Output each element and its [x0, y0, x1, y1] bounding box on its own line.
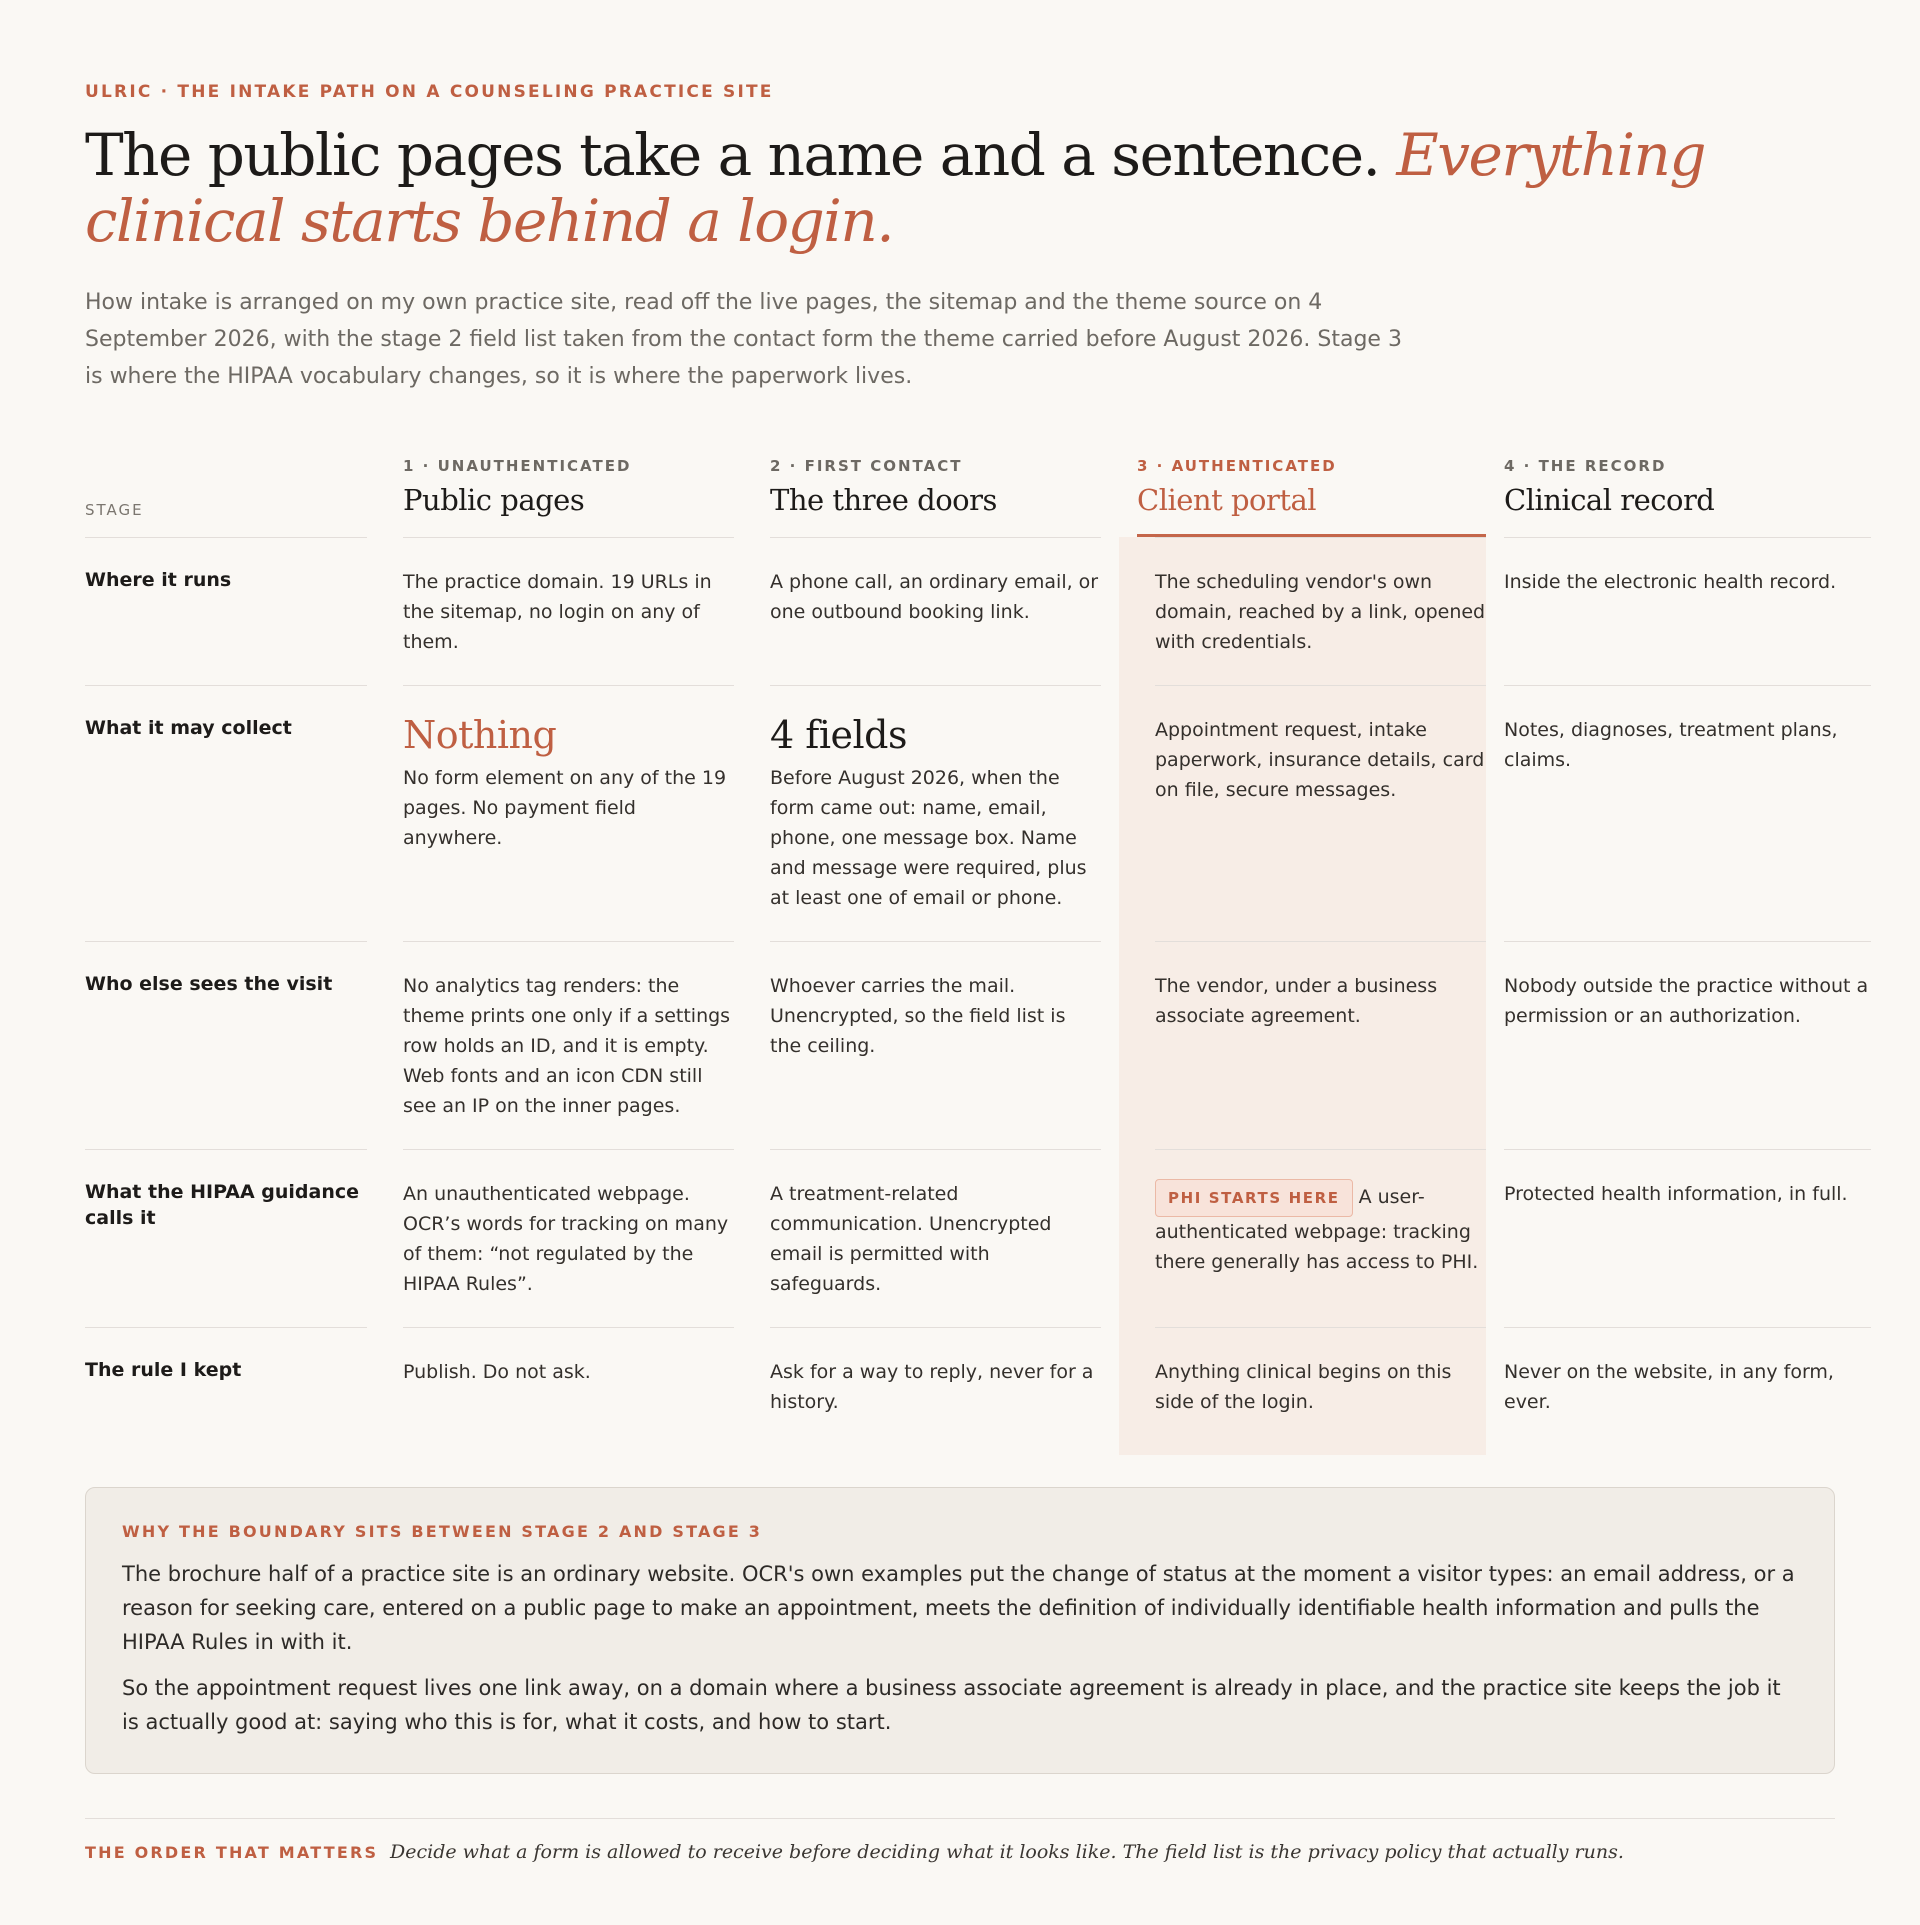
eyebrow: ULRIC · THE INTAKE PATH ON A COUNSELING PRACTICE SITE — [85, 82, 774, 102]
table-cell: Nobody outside the practice without a permission or an authorization. — [1504, 941, 1871, 1059]
footer-label: THE ORDER THAT MATTERS — [85, 1843, 379, 1862]
page-title — [85, 122, 1835, 254]
collect-headline: 4 fields — [770, 713, 907, 757]
table-cell: The practice domain. 19 URLs in the sitemap, no login on any of them. — [403, 537, 734, 685]
column-head-2 — [770, 447, 1101, 537]
table-cell: Notes, diagnoses, treatment plans, claims. — [1504, 685, 1871, 803]
headline-accent: Everything clinical starts behind a login. — [85, 121, 1706, 255]
footer — [85, 1818, 1835, 1863]
table-cell: Protected health information, in full. — [1504, 1149, 1871, 1237]
column-title: The three doors — [770, 483, 997, 517]
column-head-1 — [403, 447, 734, 537]
table-row — [85, 941, 1871, 1149]
table-cell: Never on the website, in any form, ever. — [1504, 1327, 1871, 1445]
table-row — [85, 685, 1871, 941]
callout-title: WHY THE BOUNDARY SITS BETWEEN STAGE 2 AND STAGE 3 — [122, 1522, 763, 1541]
row-label: The rule I kept — [85, 1327, 367, 1411]
table-row — [85, 1327, 1871, 1445]
footer-text: Decide what a form is allowed to receive before deciding what it looks like. The field list is the privacy policy that actually runs. — [390, 1841, 1624, 1863]
table-cell: A phone call, an ordinary email, or one outbound booking link. — [770, 537, 1101, 655]
table-cell: Anything clinical begins on this side of the login. — [1155, 1327, 1486, 1445]
stage-table — [85, 447, 1871, 1445]
table-cell: No analytics tag renders: the theme prints one only if a settings row holds an ID, and it is empty. Web fonts and an icon CDN still see an IP on the inner pages. — [403, 941, 734, 1149]
cell-text: No form element on any of the 19 pages. No payment field anywhere. — [403, 767, 727, 849]
column-kicker: 4 · THE RECORD — [1504, 457, 1667, 475]
phi-badge: PHI STARTS HERE — [1155, 1179, 1353, 1217]
table-row — [85, 537, 1871, 685]
table-cell: A treatment-related communication. Unencrypted email is permitted with safeguards. — [770, 1149, 1101, 1327]
table-cell: The vendor, under a business associate agreement. — [1155, 941, 1486, 1059]
column-title: Public pages — [403, 483, 585, 517]
row-label: What the HIPAA guidance calls it — [85, 1149, 367, 1259]
boundary-callout — [85, 1487, 1835, 1774]
headline-plain: The public pages take a name and a sentence. — [85, 121, 1380, 189]
collect-headline: Nothing — [403, 713, 557, 757]
header-row — [85, 447, 1871, 537]
callout-paragraph: So the appointment request lives one link away, on a domain where a business associate agreement is already in place, and the practice site keeps the job it is actually good at: saying who this is for, what it costs, and how to start. — [122, 1676, 1781, 1734]
column-title: Client portal — [1137, 483, 1317, 517]
row-label: Where it runs — [85, 537, 367, 621]
table-cell: Ask for a way to reply, never for a history. — [770, 1327, 1101, 1445]
table-cell: Publish. Do not ask. — [403, 1327, 734, 1415]
table-cell: An unauthenticated webpage. OCR’s words for tracking on many of them: “not regulated by the HIPAA Rules”. — [403, 1149, 734, 1327]
stage-grid — [85, 447, 1869, 1445]
table-row — [85, 1149, 1871, 1327]
row-label: Who else sees the visit — [85, 941, 367, 1025]
table-cell — [403, 685, 734, 881]
column-kicker: 3 · AUTHENTICATED — [1137, 457, 1337, 475]
stage-label: STAGE — [85, 501, 144, 519]
row-label: What it may collect — [85, 685, 367, 769]
column-kicker: 1 · UNAUTHENTICATED — [403, 457, 632, 475]
table-cell — [770, 685, 1101, 941]
cell-text: A user-authenticated webpage: tracking there generally has access to PHI. — [1155, 1186, 1479, 1273]
column-title: Clinical record — [1504, 483, 1715, 517]
column-kicker: 2 · FIRST CONTACT — [770, 457, 963, 475]
table-cell — [1155, 1149, 1486, 1305]
table-cell: Inside the electronic health record. — [1504, 537, 1871, 625]
cell-text: Before August 2026, when the form came out: name, email, phone, one message box. Name and message were required, plus at least one of email or phone. — [770, 767, 1087, 909]
table-cell: Appointment request, intake paperwork, insurance details, card on file, secure messages. — [1155, 685, 1486, 833]
table-cell: Whoever carries the mail. Unencrypted, so the field list is the ceiling. — [770, 941, 1101, 1089]
column-head-4 — [1504, 447, 1871, 537]
column-head-3 — [1137, 447, 1486, 537]
table-cell: The scheduling vendor's own domain, reached by a link, opened with credentials. — [1155, 537, 1486, 685]
lede: How intake is arranged on my own practice site, read off the live pages, the sitemap and the theme source on 4 September 2026, with the stage 2 field list taken from the contact form the theme carried before August 2026. Stage 3 is where the HIPAA vocabulary changes, so it is where the paperwork lives. — [85, 290, 1402, 389]
callout-paragraph: The brochure half of a practice site is an ordinary website. OCR's own examples put the change of status at the moment a visitor types: an email address, or a reason for seeking care, entered on a public page to make an appointment, meets the definition of individually identifiable health information and pulls the HIPAA Rules in with it. — [122, 1562, 1795, 1654]
